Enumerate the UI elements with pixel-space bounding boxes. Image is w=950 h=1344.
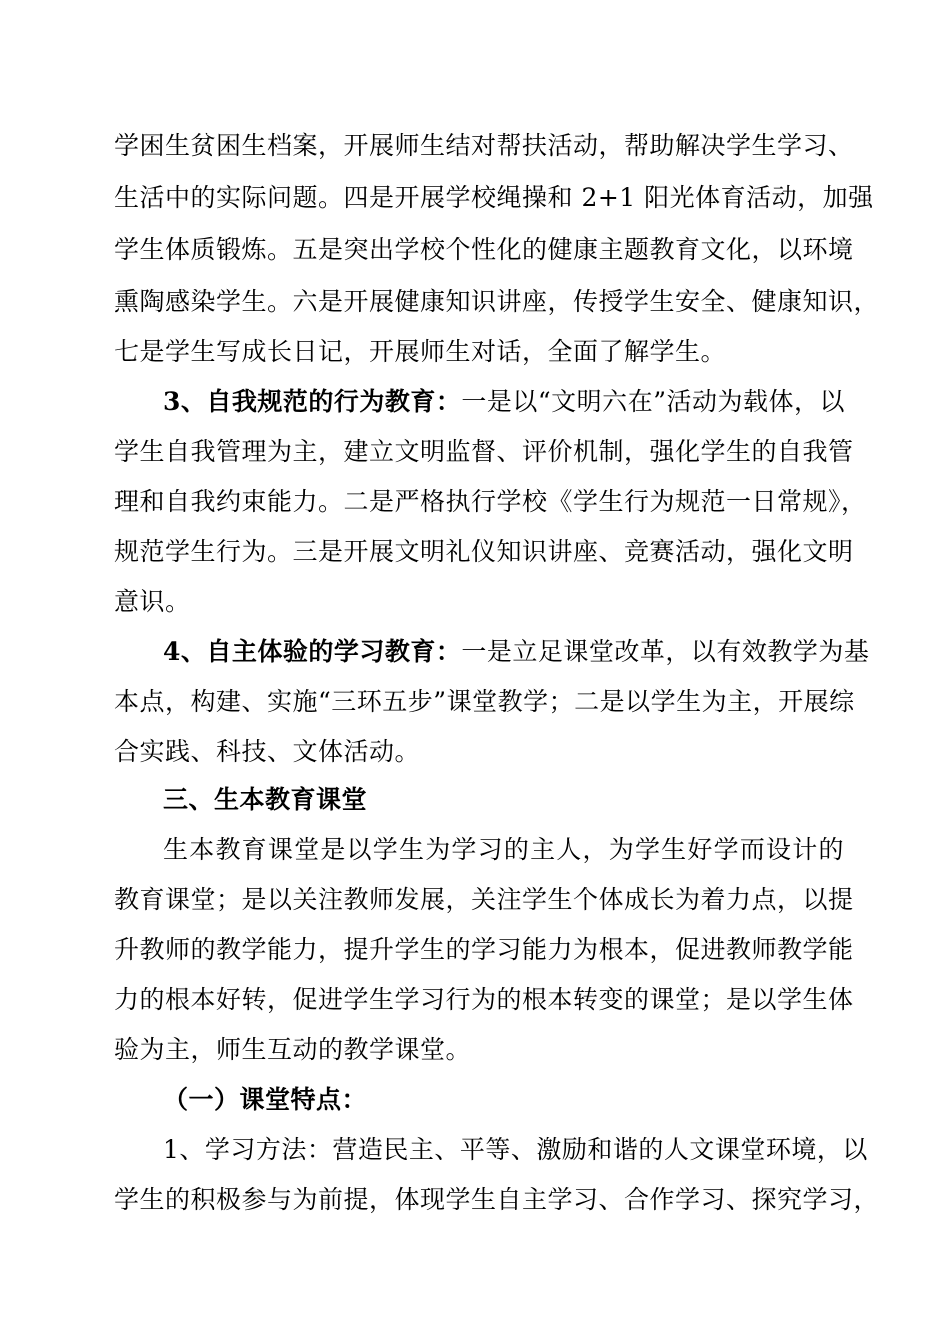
line-text: 学困生贫困生档案，开展师生结对帮扶活动，帮助解决学生学习、 bbox=[114, 131, 854, 160]
line-text: 一是立足课堂改革，以有效教学为基 bbox=[461, 637, 870, 666]
paragraph-line bbox=[114, 532, 854, 572]
line-text: 学生自我管理为主，建立文明监督、评价机制，强化学生的自我管 bbox=[114, 437, 854, 466]
paragraph-line bbox=[114, 126, 854, 166]
line-text: 理和自我约束能力。二是严格执行学校《学生行为规范一日常规》， bbox=[114, 487, 867, 516]
line-text: 力的根本好转，促进学生学习行为的根本转变的课堂；是以学生体 bbox=[114, 985, 854, 1014]
subsection-heading-text: （一）课堂特点： bbox=[163, 1085, 368, 1114]
section-heading bbox=[163, 780, 844, 820]
paragraph-line bbox=[163, 1130, 868, 1170]
paragraph-line bbox=[114, 1030, 844, 1070]
line-text: 学生体质锻炼。五是突出学校个性化的健康主题教育文化，以环境 bbox=[114, 235, 854, 264]
paragraph-line bbox=[114, 282, 880, 322]
paragraph-line bbox=[114, 682, 855, 722]
paragraph-line bbox=[163, 632, 870, 672]
line-text: 教育课堂；是以关注教师发展，关注学生个体成长为着力点，以提 bbox=[114, 885, 854, 914]
line-text: 升教师的教学能力，提升学生的学习能力为根本，促进教师教学能 bbox=[114, 935, 854, 964]
line-text: 七是学生写成长日记，开展师生对话，全面了解学生。 bbox=[114, 337, 727, 366]
line-text: 1、学习方法：营造民主、平等、激励和谐的人文课堂环境，以 bbox=[163, 1135, 868, 1164]
section-heading-text: 三、生本教育课堂 bbox=[163, 785, 368, 814]
paragraph-line bbox=[114, 230, 854, 270]
line-text: 熏陶感染学生。六是开展健康知识讲座，传授学生安全、健康知识， bbox=[114, 287, 880, 316]
paragraph-line bbox=[114, 930, 854, 970]
paragraph-line bbox=[114, 980, 854, 1020]
subsection-heading bbox=[163, 1080, 844, 1120]
paragraph-line bbox=[114, 332, 844, 372]
line-text: 验为主，师生互动的教学课堂。 bbox=[114, 1035, 472, 1064]
line-text: 学生的积极参与为前提，体现学生自主学习、合作学习、探究学习， bbox=[114, 1185, 880, 1214]
paragraph-line bbox=[114, 432, 854, 472]
line-text: 合实践、科技、文体活动。 bbox=[114, 737, 421, 766]
line-text: 生活中的实际问题。四是开展学校绳操和 2+1 阳光体育活动，加强 bbox=[114, 183, 874, 212]
section-heading-learning: 4、自主体验的学习教育： bbox=[163, 637, 462, 666]
section-heading-behavior: 3、自我规范的行为教育： bbox=[163, 387, 462, 416]
paragraph-line bbox=[114, 178, 874, 218]
paragraph-line bbox=[114, 732, 844, 772]
paragraph-line bbox=[114, 582, 844, 622]
paragraph-line bbox=[114, 1180, 880, 1220]
paragraph-line bbox=[114, 482, 867, 522]
paragraph-line bbox=[163, 382, 844, 422]
line-text: 一是以“文明六在”活动为载体，以 bbox=[461, 387, 845, 416]
line-text: 意识。 bbox=[114, 587, 191, 616]
paragraph-line bbox=[114, 880, 854, 920]
line-text: 生本教育课堂是以学生为学习的主人，为学生好学而设计的 bbox=[163, 835, 844, 864]
line-text: 本点，构建、实施“三环五步”课堂教学；二是以学生为主，开展综 bbox=[114, 687, 855, 716]
paragraph-line bbox=[163, 830, 844, 870]
line-text: 规范学生行为。三是开展文明礼仪知识讲座、竞赛活动，强化文明 bbox=[114, 537, 854, 566]
